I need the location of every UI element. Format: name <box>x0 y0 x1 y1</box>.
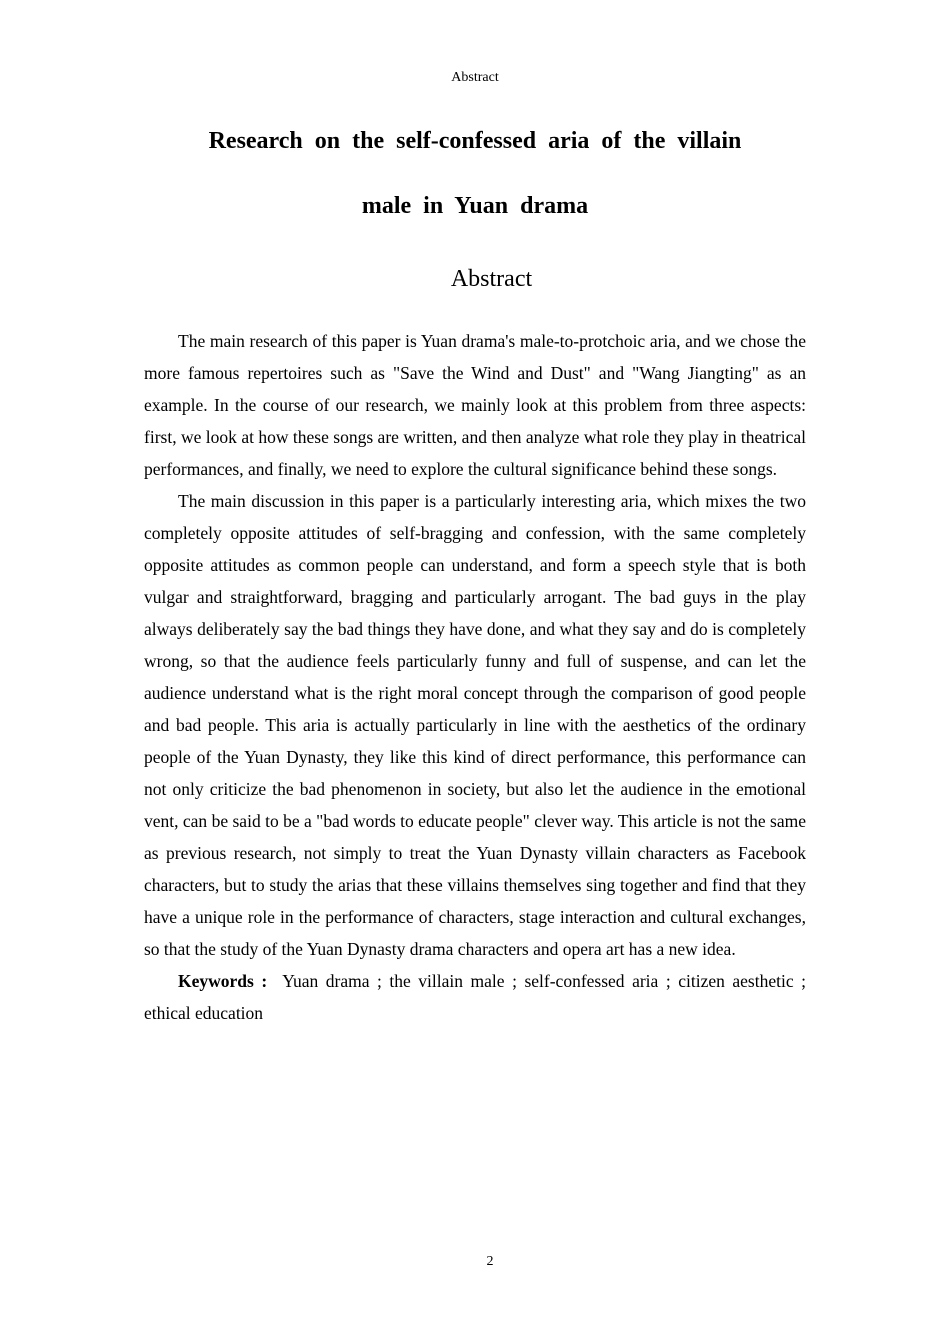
abstract-heading: Abstract <box>450 266 533 292</box>
running-header: Abstract <box>451 70 499 85</box>
abstract-body <box>144 325 806 1029</box>
page-number: 2 <box>486 1254 494 1269</box>
keywords-label: Keywords : <box>178 971 268 991</box>
paper-title-line-1: Research on the self-confessed aria of the villain <box>208 128 742 154</box>
paper-title-line-2: male in Yuan drama <box>361 193 589 219</box>
abstract-paragraph-1: The main research of this paper is Yuan drama's male-to-protchoic aria, and we chose the more famous repertoires such as "Save the Wind and Dust" and "Wang Jiangting" as an example. In the course of our research, we mainly look at this problem from three aspects: first, we look at how these songs are written, and then analyze what role they play in theatrical performances, and finally, we need to explore the cultural significance behind these songs. <box>144 331 806 479</box>
keywords-text: Yuan drama ; the villain male ; self-confessed aria ; citizen aesthetic ; ethical education <box>144 971 807 1023</box>
abstract-paragraph-2: The main discussion in this paper is a particularly interesting aria, which mixes the two completely opposite attitudes of self-bragging and confession, with the same completely opposite attitudes as common people can understand, and form a speech style that is both vulgar and straightforward, bragging and particularly arrogant. The bad guys in the play always deliberately say the bad things they have done, and what they say and do is completely wrong, so that the audience feels particularly funny and full of suspense, and can let the audience understand what is the right moral concept through the comparison of good people and bad people. This aria is actually particularly in line with the aesthetics of the ordinary people of the Yuan Dynasty, they like this kind of direct performance, this performance can not only criticize the bad phenomenon in society, but also let the audience in the emotional vent, can be said to be a "bad words to educate people" clever way. This article is not the same as previous research, not simply to treat the Yuan Dynasty villain characters as Facebook characters, but to study the arias that these villains themselves sing together and find that they have a unique role in the performance of characters, stage interaction and cultural exchanges, so that the study of the Yuan Dynasty drama characters and opera art has a new idea. <box>144 491 806 959</box>
keywords-paragraph <box>144 965 806 1029</box>
